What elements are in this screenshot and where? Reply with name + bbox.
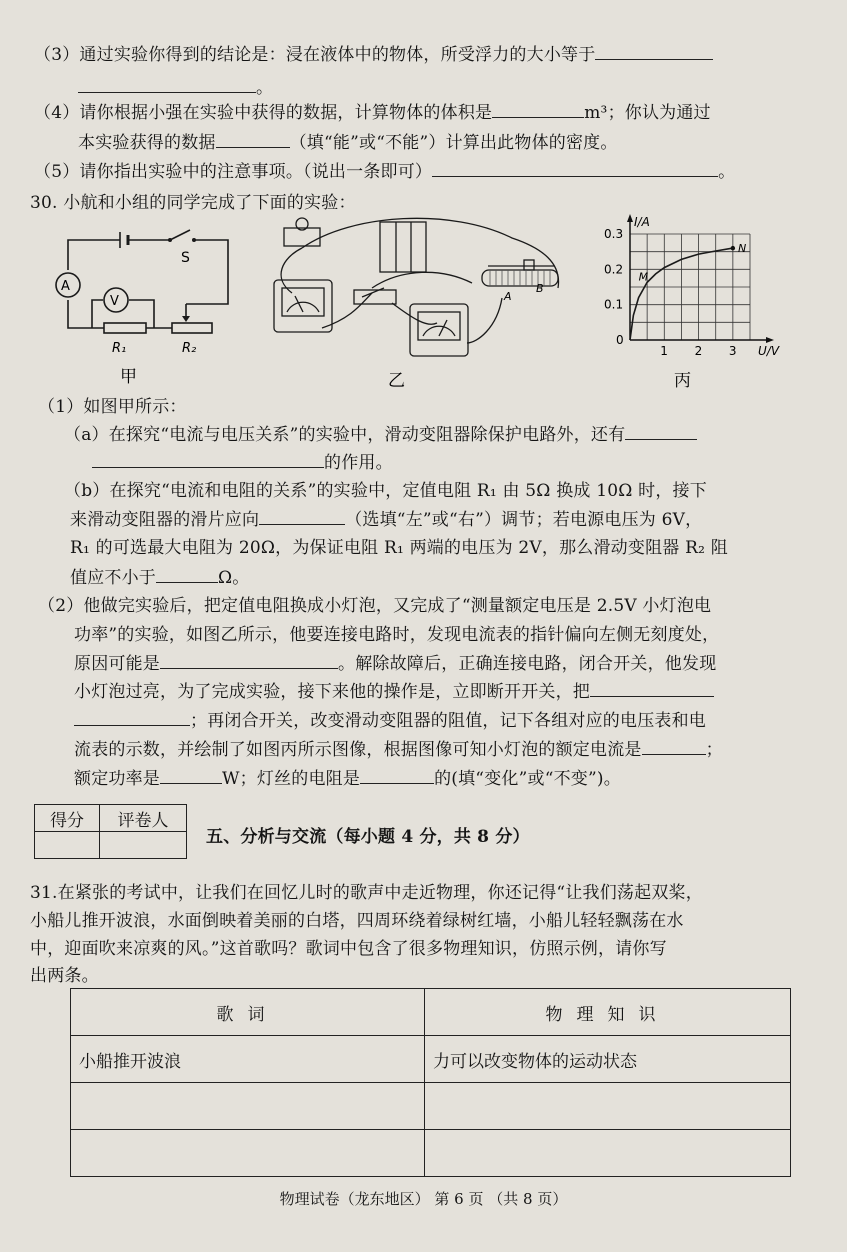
chart-x-axis-label: U/V <box>758 344 780 358</box>
q31-text4: 出两条。 <box>30 966 99 986</box>
chart-x-tick-label: 2 <box>694 344 703 358</box>
apparatus-drawing-yi <box>262 208 580 393</box>
q30-p2-text4: 小灯泡过亮，为了完成实验，接下来他的操作是，立即断开开关，把 <box>74 682 590 702</box>
q29-item4-d: （填“能”或“不能”）计算出此物体的密度。 <box>289 133 618 153</box>
q29-item3-end: 。 <box>256 78 274 98</box>
lyrics-cell: 小船推开波浪 <box>71 1036 425 1083</box>
answer-blank[interactable] <box>74 724 190 726</box>
chart-axes <box>627 214 774 343</box>
q30-p2-line2 <box>74 620 719 645</box>
q31-text1: 31.在紧张的考试中，让我们在回忆儿时的歌声中走近物理，你还记得“让我们荡起双桨， <box>30 883 703 903</box>
table-header-row <box>71 989 791 1036</box>
chart-origin-label: 0 <box>616 333 624 347</box>
table-row <box>71 1083 791 1130</box>
q30-p1b-text1: （b）在探究“电流和电阻的关系”的实验中，定值电阻 R₁ 由 5Ω 换成 10Ω 时，接下 <box>64 481 707 501</box>
q30-p1b-text4a: 值应不小于 <box>70 568 156 588</box>
q30-p1a-line1 <box>64 420 697 445</box>
q30-p1b-text4b: Ω。 <box>218 568 250 588</box>
r2-label: R₂ <box>182 341 197 356</box>
lyrics-cell[interactable] <box>71 1083 425 1130</box>
circuit-diagram-jia <box>48 220 248 390</box>
q31-line3 <box>30 934 667 959</box>
answer-blank[interactable] <box>216 146 290 148</box>
physics-cell[interactable] <box>425 1130 791 1177</box>
q30-p1b-text3: R₁ 的可选最大电阻为 20Ω，为保证电阻 R₁ 两端的电压为 2V，那么滑动变阻器 R₂ 阻 <box>70 538 728 558</box>
q29-item4-line2 <box>78 128 618 153</box>
q30-p1b-text2a: 来滑动变阻器的滑片应向 <box>70 510 260 530</box>
fig-bing-caption: 丙 <box>674 371 691 391</box>
wire-rheostat <box>467 298 502 343</box>
wire-left <box>281 248 302 293</box>
q30-p2-text7b: W；灯丝的电阻是 <box>222 769 361 789</box>
answer-blank[interactable] <box>160 667 338 669</box>
chart-ticks <box>604 227 736 358</box>
q30-p1a-text: （a）在探究“电流与电压关系”的实验中，滑动变阻器除保护电路外，还有 <box>64 425 626 445</box>
wire-meter-left <box>322 293 372 328</box>
q31-text3: 中，迎面吹来凉爽的风。”这首歌吗？歌词中包含了很多物理知识，仿照示例，请你写 <box>30 939 667 959</box>
q30-p2-text6b: ； <box>705 740 723 760</box>
q30-p2-text3a: 原因可能是 <box>74 654 160 674</box>
wire-left-top <box>68 240 120 270</box>
chart-y-tick-label: 0.2 <box>604 262 624 277</box>
physics-cell[interactable] <box>425 1083 791 1130</box>
q31-text2: 小船儿推开波浪，水面倒映着美丽的白塔，四周环绕着绿树红墙，小船儿轻轻飘荡在水 <box>30 911 684 931</box>
q30-p1b-line4 <box>70 563 250 588</box>
answer-blank[interactable] <box>492 116 584 118</box>
q31-line1 <box>30 878 703 903</box>
answer-blank[interactable] <box>625 438 697 440</box>
q30-p2-text5b: ；再闭合开关，改变滑动变阻器的阻值，记下各组对应的电压表和电 <box>190 711 706 731</box>
r1-label: R₁ <box>112 341 127 356</box>
switch-blade <box>170 230 190 240</box>
q30-p1-head-text: （1）如图甲所示： <box>38 397 187 417</box>
q29-item5-a: （5）请你指出实验中的注意事项。（说出一条即可） <box>34 162 433 182</box>
wire-right <box>186 240 228 304</box>
battery-box <box>380 222 426 272</box>
q30-p2-line6 <box>74 735 723 760</box>
q30-p2-text6a: 流表的示数，并绘制了如图丙所示图像，根据图像可知小灯泡的额定电流是 <box>74 740 642 760</box>
chart-x-tick-label: 1 <box>660 344 668 358</box>
q30-p1-head <box>38 392 187 417</box>
fig-yi-caption: 乙 <box>388 371 405 391</box>
q30-p2-text7a: 额定功率是 <box>74 769 160 789</box>
rheostat-terminal-a: A <box>504 290 512 303</box>
q29-item4-c: 本实验获得的数据 <box>78 133 216 153</box>
resistor-r1 <box>104 323 146 333</box>
ammeter-label: A <box>61 279 70 294</box>
q29-item5-line <box>34 157 735 182</box>
lyrics-header: 歌词 <box>71 989 425 1036</box>
score-col-label: 得分 <box>35 805 100 832</box>
q29-item3-line1 <box>34 40 713 65</box>
wire-left-bottom <box>68 300 104 328</box>
answer-blank[interactable] <box>156 581 218 583</box>
q30-p2-line4 <box>74 677 714 702</box>
wire-to-meter-right <box>392 303 437 324</box>
section5-title-text: 五、分析与交流（每小题 4 分，共 8 分） <box>206 827 530 847</box>
q30-p1b-line2 <box>70 505 702 530</box>
score-cell[interactable] <box>35 832 100 859</box>
iu-chart <box>598 200 788 392</box>
lyrics-physics-table <box>70 988 791 1177</box>
q30-p2-line5 <box>74 706 706 731</box>
answer-blank[interactable] <box>78 91 256 93</box>
physics-cell: 力可以改变物体的运动状态 <box>425 1036 791 1083</box>
q30-p1a-end: 的作用。 <box>324 453 393 473</box>
q29-item4-line1 <box>34 98 711 123</box>
voltmeter-wire-left <box>92 300 103 328</box>
fig-jia-caption: 甲 <box>120 367 137 387</box>
wire-mid <box>372 272 472 288</box>
q31-line2 <box>30 906 684 931</box>
q30-intro-text: 30. 小航和小组的同学完成了下面的实验： <box>30 193 356 213</box>
q30-p2-text2: 功率”的实验，如图乙所示，他要连接电路时，发现电流表的指针偏向左侧无刻度处， <box>74 625 720 645</box>
q29-item4-b: ；你认为通过 <box>607 103 711 123</box>
q30-p2-text7c: 的(填“变化”或“不变”)。 <box>434 769 621 789</box>
q30-p2-text3b: 。解除故障后，正确连接电路，闭合开关，他发现 <box>338 654 717 674</box>
q30-p2-line3 <box>74 649 716 674</box>
chart-annotation: N <box>738 242 747 256</box>
q30-p1b-line3 <box>70 533 728 558</box>
answer-blank[interactable] <box>432 175 718 177</box>
physics-header: 物理知识 <box>425 989 791 1036</box>
q29-item4-unit: m³ <box>584 103 608 123</box>
q30-p1b-text2b: （选填“左”或“右”）调节；若电源电压为 6V， <box>345 510 703 530</box>
chart-y-tick-label: 0.3 <box>604 227 624 241</box>
chart-x-tick-label: 3 <box>728 344 737 358</box>
answer-blank[interactable] <box>642 753 706 755</box>
chart-labels <box>634 215 780 358</box>
answer-blank[interactable] <box>92 466 324 468</box>
slider-arrow-icon <box>182 316 190 322</box>
answer-blank[interactable] <box>590 695 714 697</box>
q30-p1b-line1 <box>64 476 707 501</box>
q29-item3-line2 <box>78 73 273 98</box>
q29-item5-end: 。 <box>718 162 736 182</box>
page-footer <box>0 1188 847 1209</box>
lamp-base <box>284 228 320 246</box>
chart-point-n <box>731 246 735 250</box>
chart-annotation: M <box>638 270 649 284</box>
q30-p1a-line2 <box>92 448 393 473</box>
q30-p2-line7 <box>74 764 621 789</box>
y-axis-arrow-icon <box>627 214 633 222</box>
lyrics-cell[interactable] <box>71 1130 425 1177</box>
rheostat-slider <box>524 260 534 270</box>
x-axis-arrow-icon <box>766 337 774 343</box>
voltmeter-label: V <box>110 294 119 309</box>
q30-p2-text1: （2）他做完实验后，把定值电阻换成小灯泡，又完成了“测量额定电压是 2.5V 小灯泡电 <box>38 596 712 616</box>
switch-label: S <box>181 250 190 266</box>
q29-item3-text: （3）通过实验你得到的结论是：浸在液体中的物体，所受浮力的大小等于 <box>34 45 596 65</box>
chart-y-tick-label: 0.1 <box>604 297 624 312</box>
chart-y-axis-label: I/A <box>634 215 650 229</box>
score-box <box>34 804 187 859</box>
q30-p2-line1 <box>38 591 711 616</box>
answer-blank[interactable] <box>160 782 222 784</box>
section5-title <box>206 822 530 847</box>
q29-item4-a: （4）请你根据小强在实验中获得的数据，计算物体的体积是 <box>34 103 493 123</box>
q31-line4 <box>30 961 99 986</box>
grader-cell[interactable] <box>100 832 187 859</box>
grader-col-label: 评卷人 <box>100 805 187 832</box>
footer-text: 物理试卷（龙东地区） 第 6 页 （共 8 页） <box>279 1190 568 1208</box>
table-row <box>71 1036 791 1083</box>
answer-blank[interactable] <box>595 58 713 60</box>
resistor-r2 <box>172 323 212 333</box>
rheostat-terminal-b: B <box>536 282 544 295</box>
table-row <box>71 1130 791 1177</box>
answer-blank[interactable] <box>360 782 434 784</box>
answer-blank[interactable] <box>259 523 345 525</box>
